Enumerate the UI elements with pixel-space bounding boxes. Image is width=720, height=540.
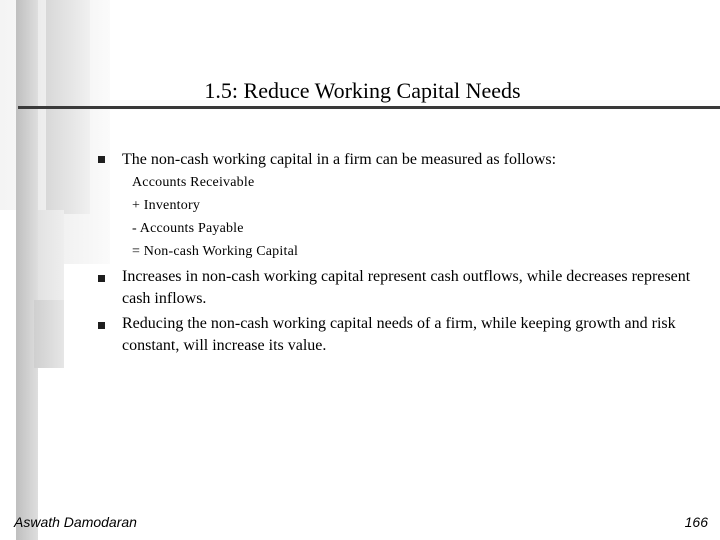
- bullet-marker-3: [98, 322, 105, 329]
- decor-bar-short: [34, 300, 64, 368]
- bullet-3: Reducing the non-cash working capital needs of a firm, while keeping growth and risk constant, will increase its value.: [122, 315, 676, 354]
- bullet-1: The non-cash working capital in a firm can be measured as follows:: [122, 151, 557, 168]
- formula-line-4: = Non-cash Working Capital: [132, 244, 299, 259]
- bullet-marker-1: [98, 156, 105, 163]
- title-divider: [18, 106, 720, 109]
- formula-line-3: - Accounts Payable: [132, 221, 244, 236]
- slide-title: 1.5: Reduce Working Capital Needs: [204, 78, 521, 103]
- bullet-2: Increases in non-cash working capital represent cash outflows, while decreases represent cash inflows.: [122, 268, 691, 307]
- footer-author: Aswath Damodaran: [14, 514, 137, 530]
- formula-line-2: + Inventory: [132, 198, 201, 213]
- bullet-marker-2: [98, 275, 105, 282]
- formula-line-1: Accounts Receivable: [132, 175, 255, 190]
- page-number: 166: [684, 514, 708, 530]
